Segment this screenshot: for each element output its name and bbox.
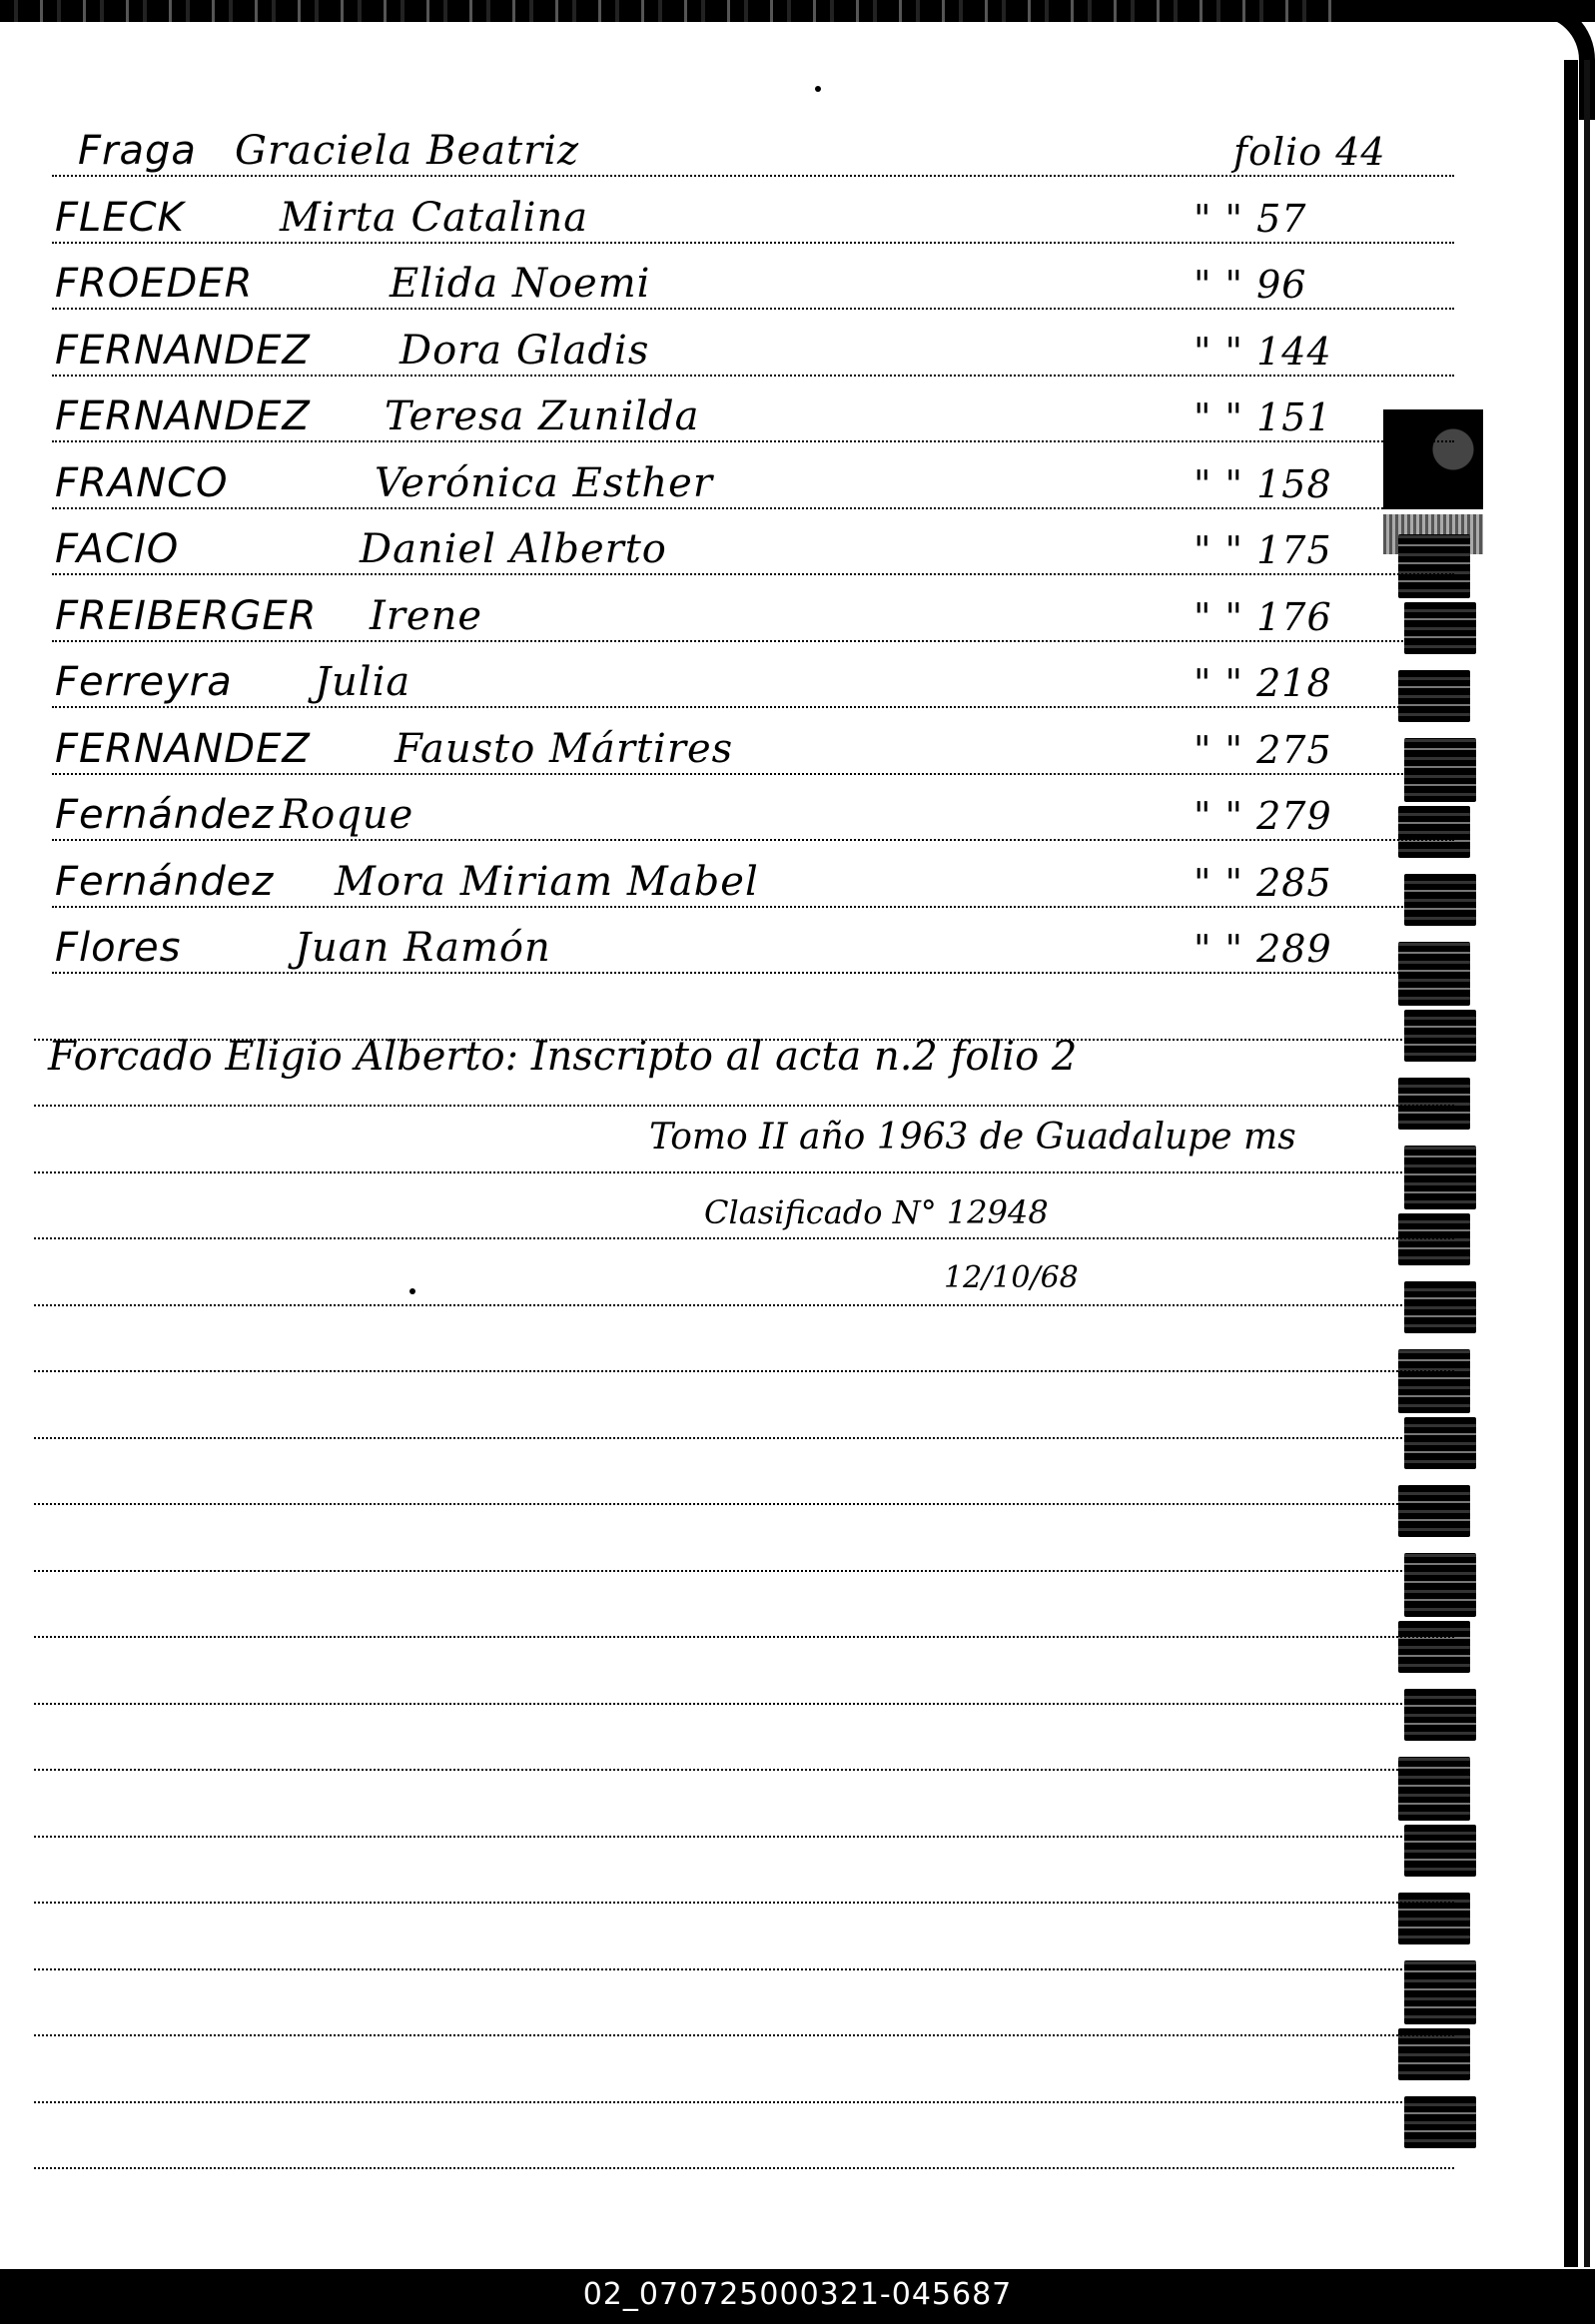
- ruled-line: [34, 1503, 1454, 1505]
- entry-folio: " " 144: [1194, 330, 1332, 374]
- entry-surname: Fernández: [55, 859, 275, 905]
- note-line-4: 12/10/68: [944, 1260, 1079, 1295]
- entry-surname: Ferreyra: [55, 659, 233, 705]
- entry-surname: Fernández: [55, 792, 275, 838]
- ruled-line: [34, 1370, 1454, 1372]
- entry-row: [0, 261, 1458, 321]
- page-right-edge: [1564, 60, 1578, 2267]
- index-tab: [1404, 1689, 1476, 1741]
- entry-given-names: Mora Miriam Mabel: [335, 859, 759, 905]
- ink-dot: [815, 86, 821, 92]
- ruled-line: [34, 1836, 1454, 1838]
- page-right-edge-thin: [1584, 60, 1590, 2267]
- entry-folio: " " 57: [1194, 197, 1307, 241]
- ruled-line: [34, 2101, 1454, 2103]
- index-tab: [1398, 1213, 1470, 1265]
- entry-given-names: Irene: [370, 593, 483, 639]
- ink-dot: [409, 1288, 415, 1294]
- ruled-line: [34, 1769, 1454, 1771]
- index-tab: [1404, 1825, 1476, 1877]
- index-tab: [1404, 1281, 1476, 1333]
- index-tab: [1398, 1893, 1470, 1944]
- entry-folio: " " 285: [1194, 861, 1332, 905]
- entry-given-names: Elida Noemi: [390, 261, 651, 307]
- entry-surname: FRANCO: [55, 460, 229, 506]
- entry-surname: FROEDER: [55, 261, 254, 307]
- entry-given-names: Fausto Mártires: [395, 726, 734, 772]
- entry-given-names: Verónica Esther: [375, 460, 713, 506]
- entry-surname: FREIBERGER: [55, 593, 318, 639]
- index-tab: [1398, 1078, 1470, 1130]
- entry-given-names: Juan Ramón: [295, 925, 551, 971]
- ruled-line: [34, 2034, 1454, 2036]
- entry-row: [0, 859, 1458, 919]
- entry-surname: FERNANDEZ: [55, 328, 311, 374]
- ruled-line: [34, 1636, 1454, 1638]
- index-tab: [1404, 1417, 1476, 1469]
- entry-folio: " " 158: [1194, 462, 1332, 506]
- entry-surname: FLECK: [55, 195, 185, 241]
- entry-surname: Flores: [55, 925, 182, 971]
- ruled-line: [34, 1237, 1454, 1239]
- entry-row: [0, 659, 1458, 719]
- entry-given-names: Roque: [280, 792, 414, 838]
- entry-given-names: Graciela Beatriz: [235, 128, 580, 174]
- ruled-line: [34, 1968, 1454, 1970]
- ruled-line: [34, 1902, 1454, 1904]
- ruled-line: [34, 1703, 1454, 1705]
- entry-row: [0, 393, 1458, 453]
- ruled-line: [34, 1570, 1454, 1572]
- note-line-2: Tomo II año 1963 de Guadalupe ms: [649, 1117, 1296, 1158]
- index-tab: [1404, 2096, 1476, 2148]
- ruled-line: [34, 1304, 1454, 1306]
- entry-row: [0, 726, 1458, 786]
- index-tab: [1398, 1485, 1470, 1537]
- ruled-line: [34, 1437, 1454, 1439]
- ruled-line: [34, 1105, 1454, 1107]
- entry-row: [0, 792, 1458, 852]
- entry-folio: " " 218: [1194, 661, 1332, 705]
- entry-folio: " " 175: [1194, 528, 1332, 572]
- entry-row: [0, 195, 1458, 255]
- entry-folio: " " 151: [1194, 395, 1332, 439]
- ruled-line: [34, 2167, 1454, 2169]
- entry-given-names: Julia: [315, 659, 411, 705]
- entry-folio: " " 279: [1194, 794, 1332, 838]
- entry-row: [0, 328, 1458, 387]
- entry-row: [0, 925, 1458, 985]
- entry-folio: " " 275: [1194, 728, 1332, 772]
- entry-folio: folio 44: [1233, 130, 1386, 174]
- entry-folio: " " 96: [1194, 263, 1307, 307]
- entry-given-names: Teresa Zunilda: [385, 393, 700, 439]
- entry-row: [0, 593, 1458, 653]
- index-tab: [1398, 1349, 1470, 1413]
- index-tab: [1404, 1146, 1476, 1209]
- index-tab: [1404, 1010, 1476, 1062]
- entry-surname: Fraga: [78, 128, 197, 174]
- note-line-3: Clasificado N° 12948: [704, 1193, 1049, 1231]
- ruled-line: [34, 1171, 1454, 1173]
- entry-surname: FERNANDEZ: [55, 726, 311, 772]
- entry-row: [0, 128, 1458, 188]
- entry-row: [0, 460, 1458, 520]
- entry-surname: FERNANDEZ: [55, 393, 311, 439]
- index-tab: [1398, 1757, 1470, 1821]
- entry-given-names: Mirta Catalina: [280, 195, 589, 241]
- note-line-1: Forcado Eligio Alberto: Inscripto al acta n.2 folio 2: [48, 1034, 1078, 1080]
- document-id: 02_070725000321-045687: [582, 2277, 1013, 2312]
- entry-row: [0, 526, 1458, 586]
- index-tab: [1404, 1553, 1476, 1617]
- entry-surname: FACIO: [55, 526, 180, 572]
- entry-folio: " " 289: [1194, 927, 1332, 971]
- entry-given-names: Daniel Alberto: [360, 526, 667, 572]
- entry-folio: " " 176: [1194, 595, 1332, 639]
- index-tab: [1398, 1621, 1470, 1673]
- entry-given-names: Dora Gladis: [399, 328, 650, 374]
